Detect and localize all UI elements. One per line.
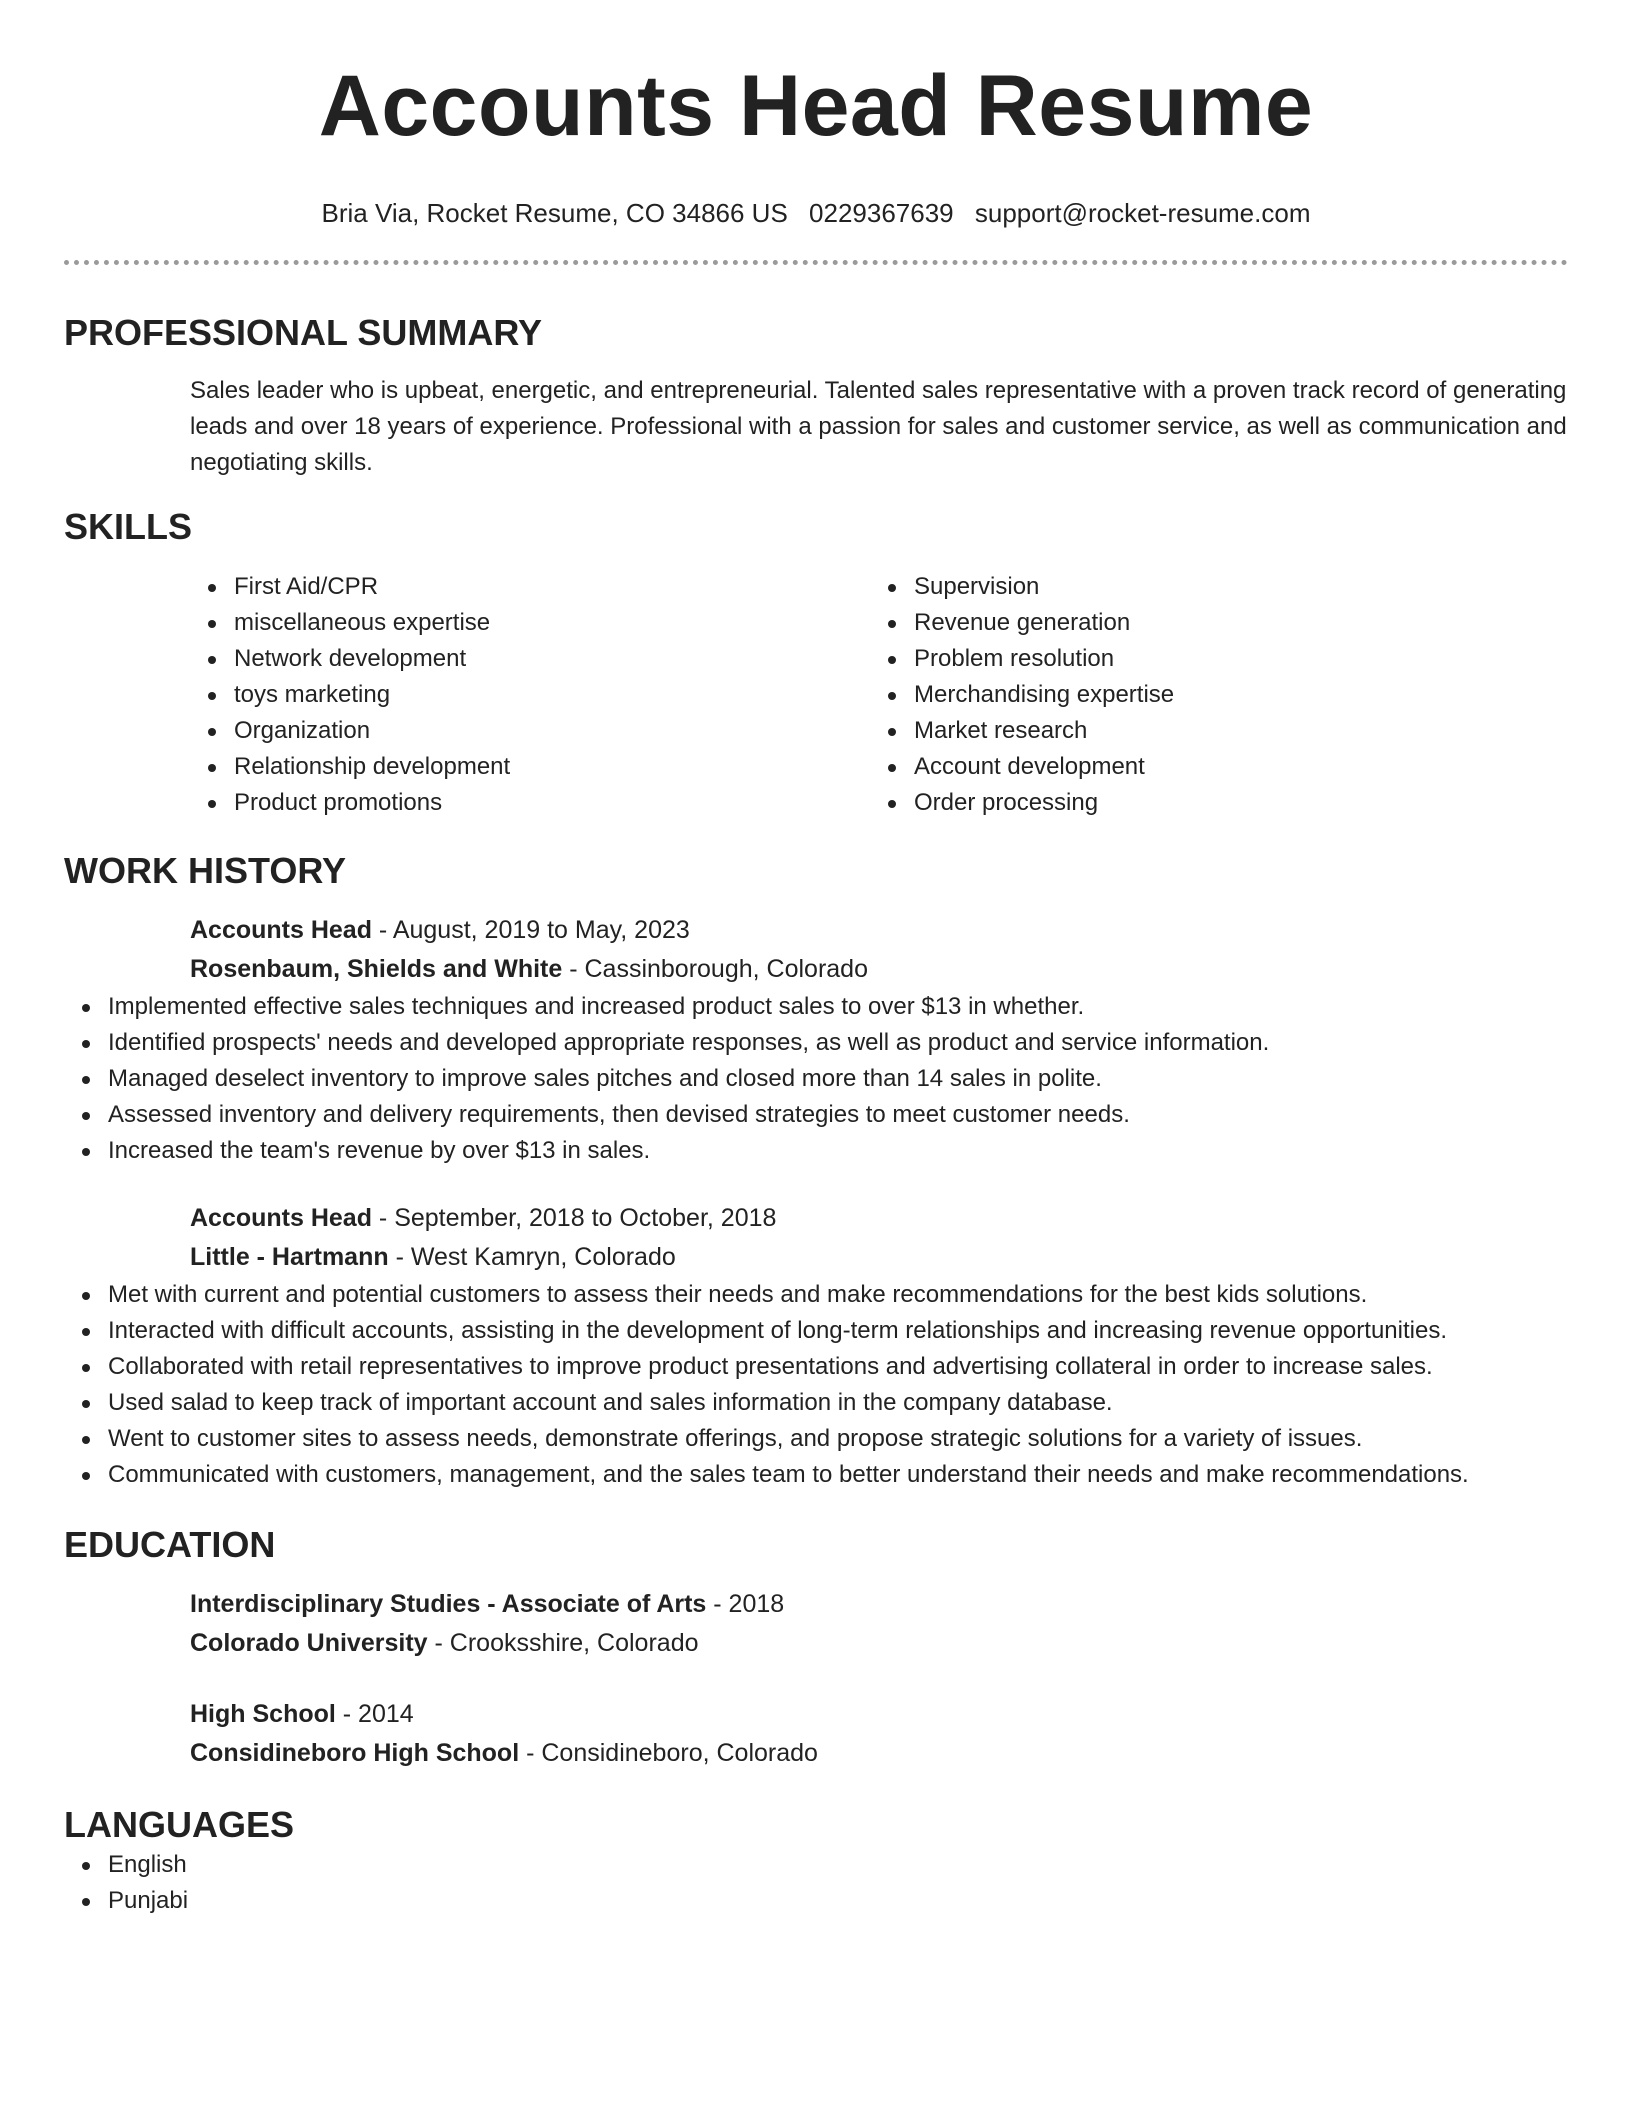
job-entry <box>190 1199 1568 1277</box>
job-bullet: Identified prospects' needs and developed appropriate responses, as well as product and service information. <box>108 1025 1568 1061</box>
education-school-line <box>190 1624 1568 1663</box>
job-dates: - August, 2019 to May, 2023 <box>371 916 690 944</box>
education-section <box>64 1523 1568 1773</box>
skills-section <box>64 505 1568 821</box>
skill-item: Product promotions <box>234 785 870 821</box>
skill-item: Organization <box>234 713 870 749</box>
education-school-line <box>190 1734 1568 1773</box>
job-entry <box>190 911 1568 989</box>
job-company: Little - Hartmann <box>190 1243 389 1271</box>
education-heading: EDUCATION <box>64 1524 276 1565</box>
contact-email[interactable]: support@rocket-resume.com <box>974 198 1311 228</box>
job-title-line <box>190 1199 1568 1238</box>
skill-item: miscellaneous expertise <box>234 605 870 641</box>
skill-item: Supervision <box>914 569 1550 605</box>
skill-item: toys marketing <box>234 677 870 713</box>
skills-column-right <box>870 569 1550 821</box>
skill-item: First Aid/CPR <box>234 569 870 605</box>
job-bullet: Interacted with difficult accounts, assisting in the development of long-term relationships and increasing revenue opportunities. <box>108 1313 1568 1349</box>
job-title: Accounts Head <box>190 1204 372 1232</box>
job-bullet: Managed deselect inventory to improve sales pitches and closed more than 14 sales in polite. <box>108 1061 1568 1097</box>
job-bullet: Increased the team's revenue by over $13 in sales. <box>108 1133 1568 1169</box>
skill-item: Account development <box>914 749 1550 785</box>
job-bullet: Met with current and potential customers to assess their needs and make recommendations for the best kids solutions. <box>108 1277 1568 1313</box>
contact-line <box>64 196 1568 230</box>
contact-phone: 0229367639 <box>809 198 954 228</box>
job-bullet: Went to customer sites to assess needs, demonstrate offerings, and propose strategic solutions for a variety of issues. <box>108 1421 1568 1457</box>
job-bullet: Communicated with customers, management, and the sales team to better understand their needs and make recommendations. <box>108 1457 1568 1493</box>
education-location: - Considineboro, Colorado <box>519 1739 818 1767</box>
header-divider <box>64 260 1568 265</box>
skills-heading: SKILLS <box>64 506 193 547</box>
skill-item: Market research <box>914 713 1550 749</box>
resume-title: Accounts Head Resume <box>318 58 1314 154</box>
education-degree: Interdisciplinary Studies - Associate of Arts <box>190 1590 707 1618</box>
languages-section <box>64 1803 1568 1919</box>
skill-item: Order processing <box>914 785 1550 821</box>
work-section <box>64 849 1568 1493</box>
education-location: - Crooksshire, Colorado <box>427 1629 699 1657</box>
work-heading: WORK HISTORY <box>64 850 347 891</box>
job-bullets <box>64 1277 1568 1493</box>
education-entry <box>190 1695 1568 1773</box>
skill-item: Revenue generation <box>914 605 1550 641</box>
job-company-line <box>190 950 1568 989</box>
job-bullet: Collaborated with retail representatives to improve product presentations and advertising collateral in order to increase sales. <box>108 1349 1568 1385</box>
education-year: - 2014 <box>335 1700 414 1728</box>
job-location: - Cassinborough, Colorado <box>562 955 868 983</box>
skill-item: Problem resolution <box>914 641 1550 677</box>
language-item: Punjabi <box>108 1883 1568 1919</box>
education-school: Colorado University <box>190 1629 428 1657</box>
job-title-line <box>190 911 1568 950</box>
languages-list <box>64 1847 1568 1919</box>
languages-heading: LANGUAGES <box>64 1804 295 1845</box>
skill-item: Merchandising expertise <box>914 677 1550 713</box>
education-year: - 2018 <box>706 1590 785 1618</box>
summary-text: Sales leader who is upbeat, energetic, and entrepreneurial. Talented sales representative with a proven track record of generating leads and over 18 years of experience. Professional with a passion for sales and customer service, as well as communication and negotiating skills. <box>190 377 1567 476</box>
summary-heading: PROFESSIONAL SUMMARY <box>64 312 543 353</box>
education-degree: High School <box>190 1700 336 1728</box>
skill-item: Network development <box>234 641 870 677</box>
contact-address: Bria Via, Rocket Resume, CO 34866 US <box>321 198 788 228</box>
language-item: English <box>108 1847 1568 1883</box>
job-dates: - September, 2018 to October, 2018 <box>371 1204 777 1232</box>
job-title: Accounts Head <box>190 916 372 944</box>
job-company: Rosenbaum, Shields and White <box>190 955 563 983</box>
summary-section <box>64 311 1568 481</box>
job-bullet: Assessed inventory and delivery requirements, then devised strategies to meet customer needs. <box>108 1097 1568 1133</box>
job-bullet: Used salad to keep track of important account and sales information in the company database. <box>108 1385 1568 1421</box>
education-degree-line <box>190 1585 1568 1624</box>
job-bullet: Implemented effective sales techniques and increased product sales to over $13 in whether. <box>108 989 1568 1025</box>
job-bullets <box>64 989 1568 1169</box>
education-school: Considineboro High School <box>190 1739 520 1767</box>
job-location: - West Kamryn, Colorado <box>388 1243 676 1271</box>
education-entry <box>190 1585 1568 1663</box>
education-degree-line <box>190 1695 1568 1734</box>
job-company-line <box>190 1238 1568 1277</box>
skill-item: Relationship development <box>234 749 870 785</box>
skills-column-left <box>190 569 870 821</box>
